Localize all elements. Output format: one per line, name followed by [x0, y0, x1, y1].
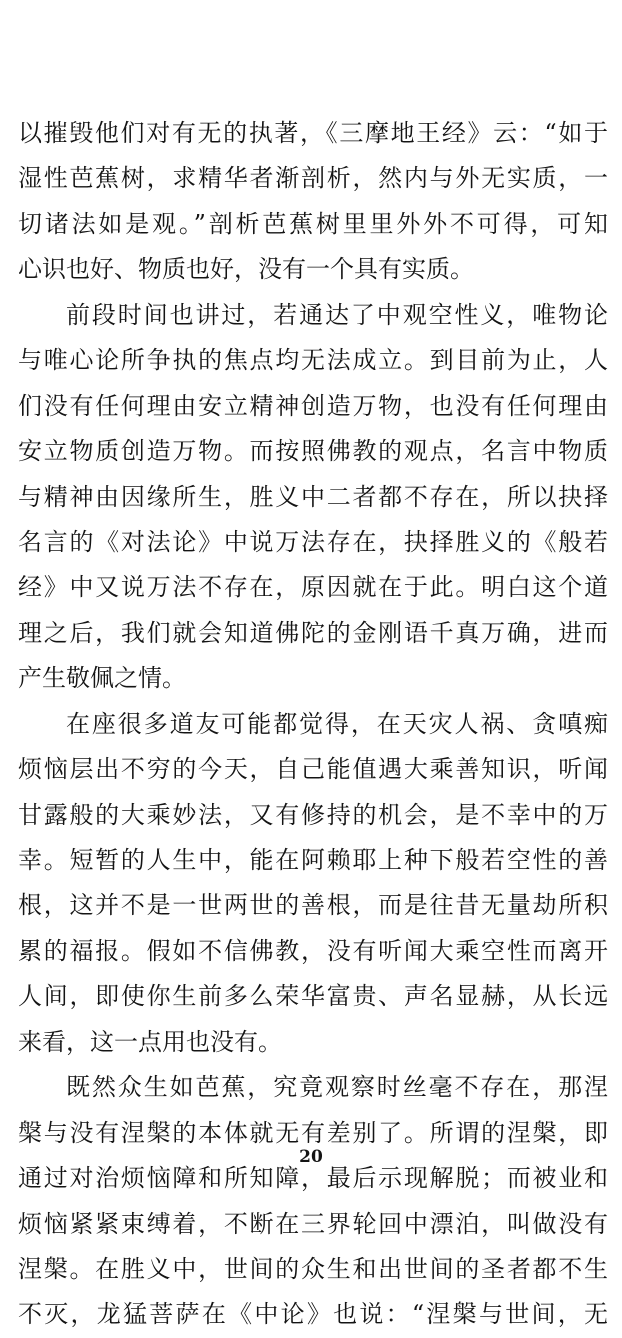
text-line: 经》中又说万法不存在，原因就在于此。明白这个道 — [18, 573, 608, 602]
text-line: 安立物质创造万物。而按照佛教的观点，名言中物质 — [18, 437, 608, 466]
text-line: 与精神由因缘所生，胜义中二者都不存在，所以抉择 — [18, 482, 608, 511]
paragraph — [18, 111, 608, 293]
page-number: 20 — [299, 1147, 323, 1167]
text-line: 以摧毁他们对有无的执著，《三摩地王经》云：“如于 — [18, 119, 608, 147]
paragraph — [18, 1065, 608, 1338]
text-line: 切诸法如是观。”剖析芭蕉树里里外外不可得，可知 — [18, 209, 608, 238]
text-line: 槃与没有涅槃的本体就无有差别了。所谓的涅槃，即 — [18, 1118, 608, 1147]
text-line: 幸。短暂的人生中，能在阿赖耶上种下般若空性的善 — [18, 846, 608, 874]
text-line: 与唯心论所争执的焦点均无法成立。到目前为止，人 — [18, 346, 608, 375]
paragraph — [18, 702, 608, 1066]
text-line: 前段时间也讲过，若通达了中观空性义，唯物论 — [66, 300, 608, 329]
text-line: 累的福报。假如不信佛教，没有听闻大乘空性而离开 — [18, 936, 608, 965]
text-line: 产生敬佩之情。 — [18, 664, 186, 693]
text-line: 理之后，我们就会知道佛陀的金刚语千真万确，进而 — [18, 618, 608, 647]
text-line: 通过对治烦恼障和所知障，最后示现解脱；而被业和 — [18, 1164, 608, 1193]
text-line: 烦恼紧紧束缚着，不断在三界轮回中漂泊，叫做没有 — [18, 1209, 608, 1238]
paragraph — [18, 293, 608, 702]
text-line: 人间，即使你生前多么荣华富贵、声名显赫，从长远 — [18, 982, 608, 1011]
text-line: 根，这并不是一世两世的善根，而是往昔无量劫所积 — [18, 891, 608, 920]
text-line: 在座很多道友可能都觉得，在天灾人祸、贪嗔痴 — [66, 709, 608, 738]
text-line: 来看，这一点用也没有。 — [18, 1027, 282, 1056]
text-line: 湿性芭蕉树，求精华者渐剖析，然内与外无实质，一 — [18, 164, 608, 193]
text-line: 既然众生如芭蕉，究竟观察时丝毫不存在，那涅 — [66, 1073, 608, 1102]
text-line: 甘露般的大乘妙法，又有修持的机会，是不幸中的万 — [18, 800, 608, 829]
text-line: 不灭，龙猛菩萨在《中论》也说：“涅槃与世间，无 — [18, 1300, 608, 1329]
text-line: 心识也好、物质也好，没有一个具有实质。 — [18, 255, 474, 284]
text-line: 们没有任何理由安立精神创造万物，也没有任何理由 — [18, 391, 608, 420]
text-line: 涅槃。在胜义中，世间的众生和出世间的圣者都不生 — [18, 1254, 608, 1283]
text-line: 烦恼层出不穷的今天，自己能值遇大乘善知识，听闻 — [18, 755, 608, 784]
text-line: 名言的《对法论》中说万法存在，抉择胜义的《般若 — [18, 527, 608, 556]
